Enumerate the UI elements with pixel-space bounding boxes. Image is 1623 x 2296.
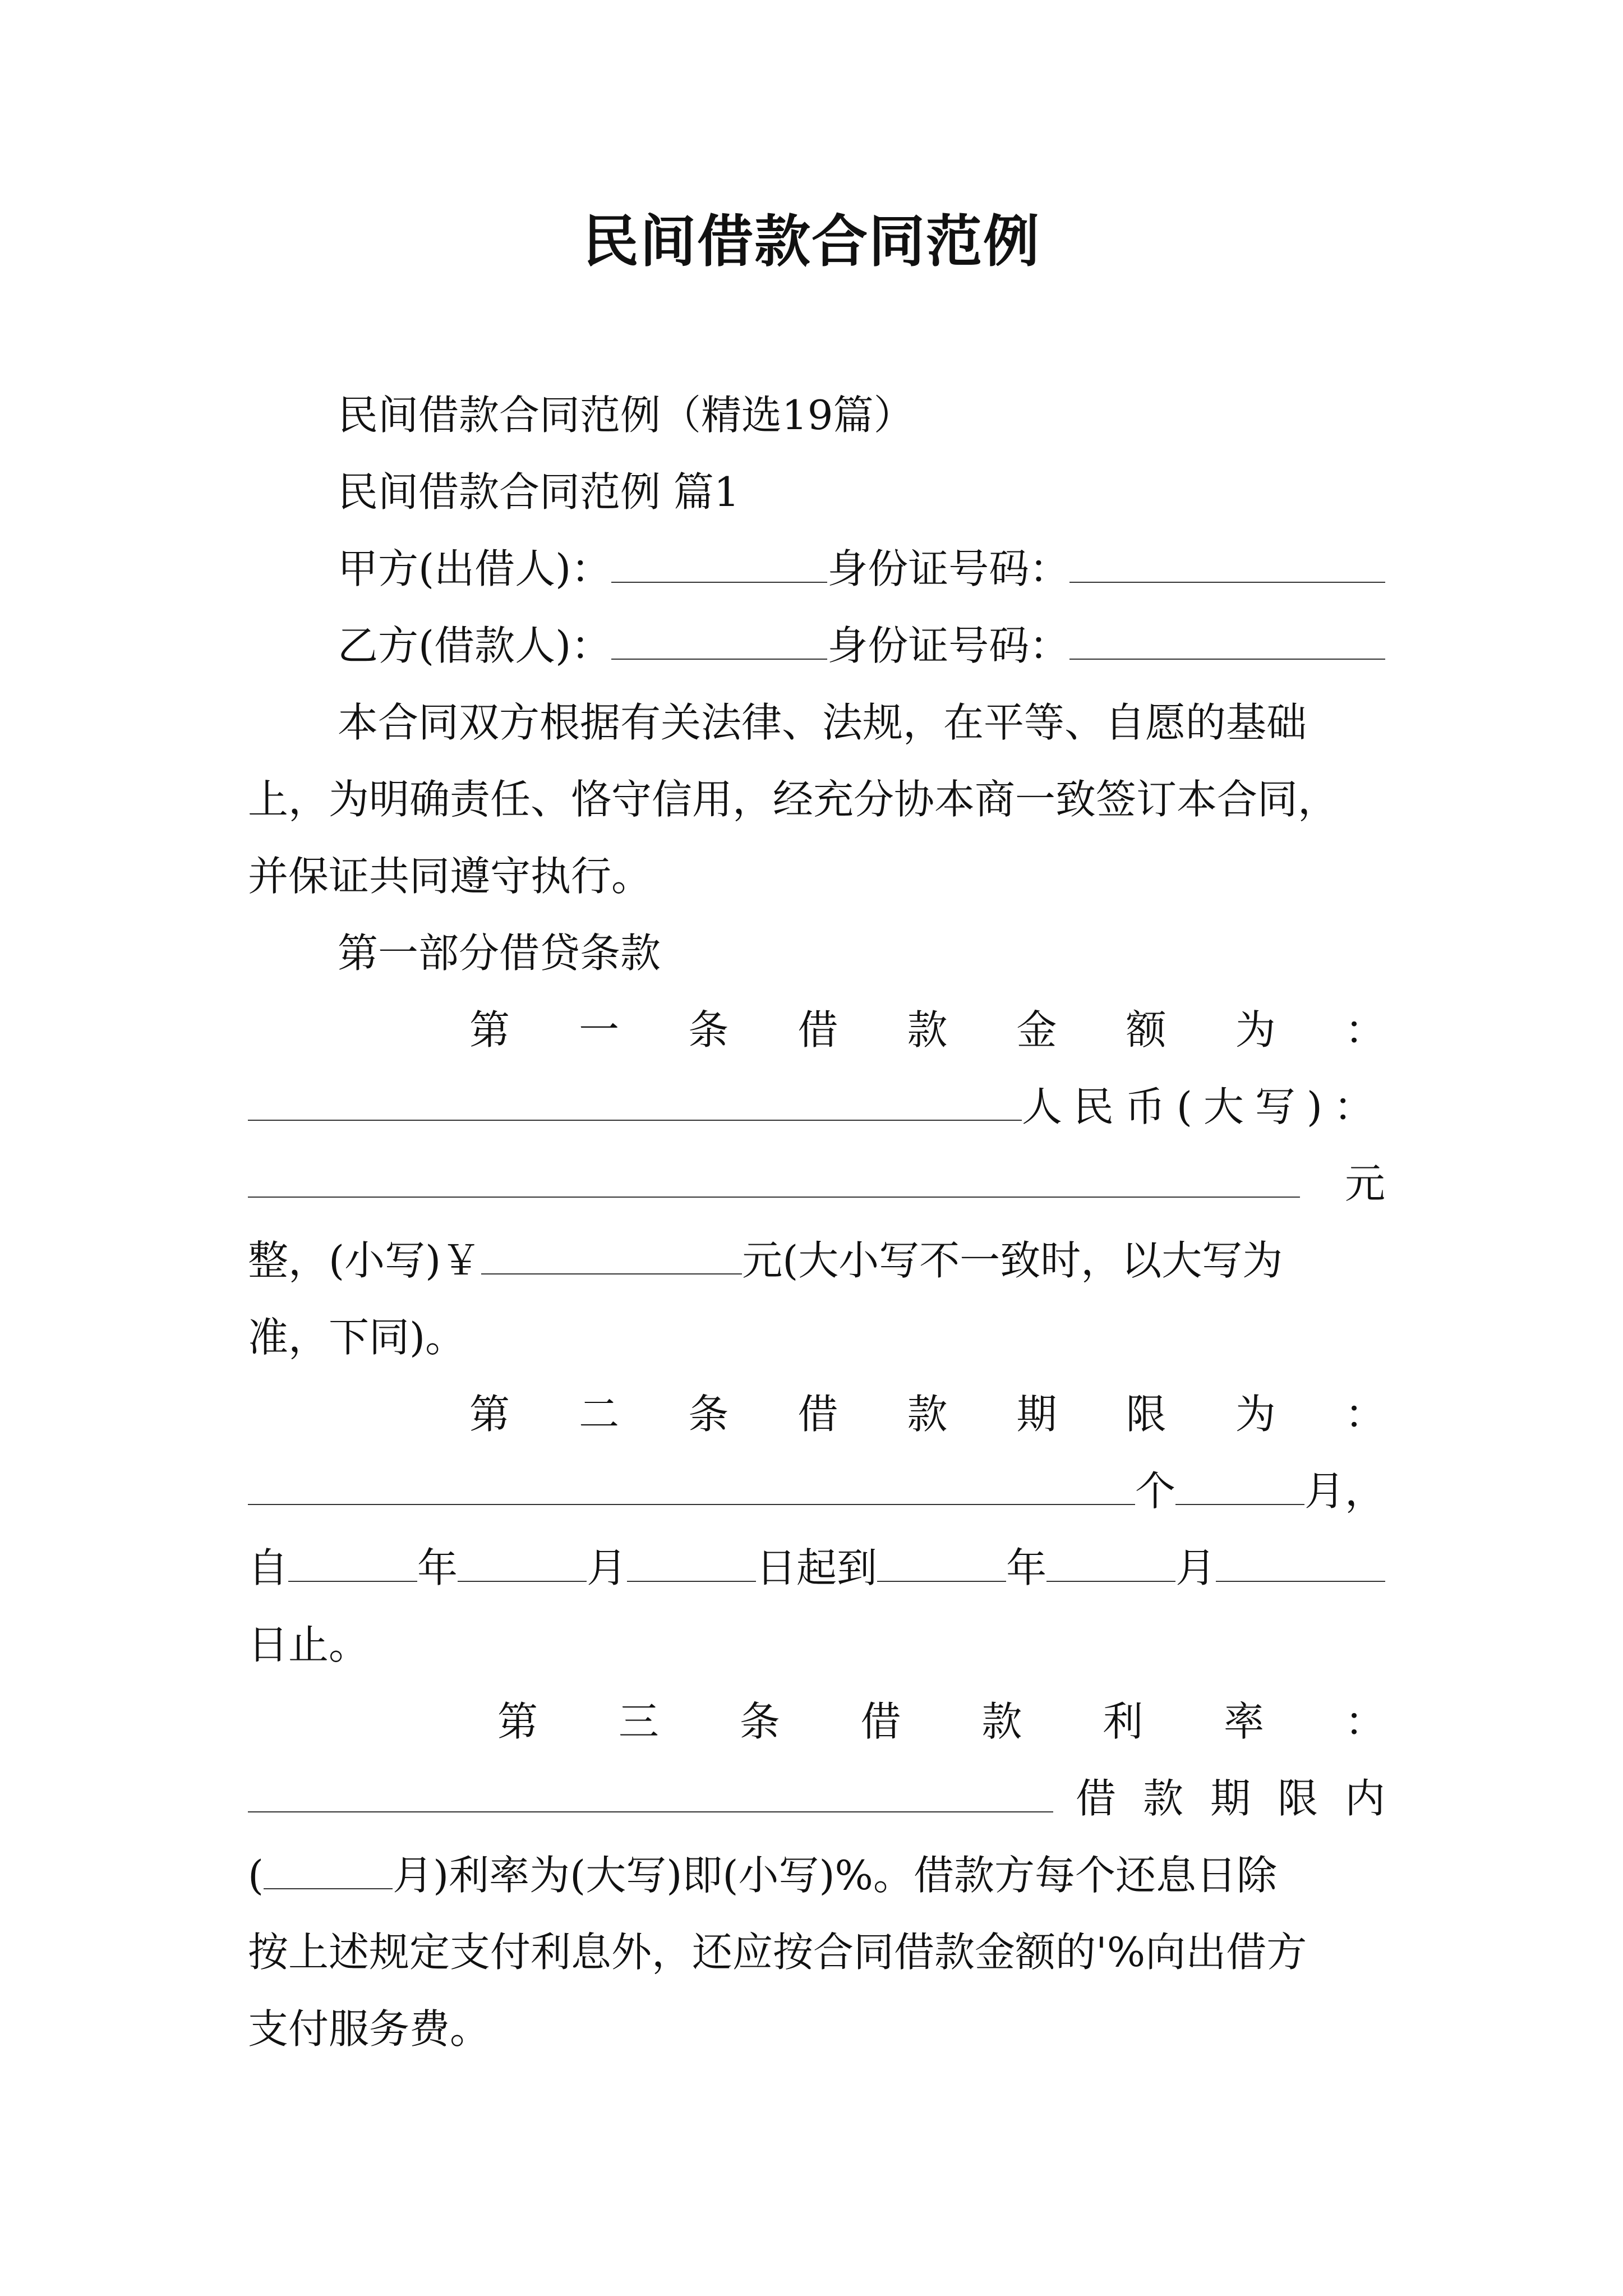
article3-rate-line [248,1837,1385,1914]
article2-char: 为 [1235,1391,1276,1438]
article2-char: 借 [797,1391,838,1438]
article1-char: 条 [688,1006,729,1053]
article3-rate-text: 月)利率为(大写)即(小写)%。借款方每个还息日除 [393,1852,1277,1899]
start-day-blank[interactable] [627,1544,756,1582]
article1-rmb-label: 人民币(大写)： [1021,1083,1385,1130]
intro-line-1: 本合同双方根据有关法律、法规，在平等、自愿的基础 [338,699,1307,746]
article2-yue: 月， [1304,1467,1385,1515]
article2-ri-qi-dao: 日起到 [756,1544,878,1591]
article1-lowercase-line [248,1222,1385,1299]
article1-lowercase-note: 元(大小写不一致时，以大写为 [742,1237,1283,1284]
article1-char: ： [1344,1006,1385,1053]
article3-line-4: 按上述规定支付利息外，还应按合同借款金额的'%向出借方 [248,1929,1307,1976]
article3-char: 条 [739,1698,780,1745]
party-a-line [248,531,1385,608]
article2-months-line [248,1453,1385,1530]
article2-char: 款 [907,1391,948,1438]
article1-char: 为 [1235,1006,1276,1053]
article2-ge: 个 [1135,1467,1175,1515]
article3-rate-blank[interactable] [248,1774,1053,1812]
article2-months-blank[interactable] [1175,1467,1304,1505]
article2-char: 二 [579,1391,620,1438]
article1-rmb-line [248,1069,1385,1145]
article3-char: 款 [981,1698,1022,1745]
article1-char: 金 [1016,1006,1057,1053]
article1-char: 款 [907,1006,948,1053]
article3-char: 率 [1224,1698,1265,1745]
end-year-blank[interactable] [877,1544,1006,1582]
part-one-heading: 第一部分借贷条款 [338,930,661,977]
article1-uppercase-blank[interactable] [248,1159,1300,1198]
article2-period-blank[interactable] [248,1467,1135,1505]
article1-lowercase-label: 整，(小写)￥ [248,1237,482,1284]
party-a-id-label: 身份证号码： [827,545,1070,592]
article2-char: 限 [1126,1391,1166,1438]
document-body [248,377,1412,2068]
party-a-name-blank[interactable] [611,545,827,583]
article3-heading [248,1683,1385,1760]
article2-char: 条 [688,1391,729,1438]
party-b-line [248,608,1385,684]
subtitle: 民间借款合同范例（精选19篇） [338,392,914,439]
article2-char: 期 [1016,1391,1057,1438]
end-month-blank[interactable] [1046,1544,1175,1582]
article1-heading [248,992,1385,1069]
article2-yue2: 月 [1175,1544,1216,1591]
article2-end: 日止。 [248,1621,370,1668]
party-a-id-blank[interactable] [1069,545,1385,583]
start-month-blank[interactable] [458,1544,587,1582]
article1-end: 准，下同)。 [248,1314,466,1361]
start-year-blank[interactable] [288,1544,417,1582]
party-b-id-label: 身份证号码： [827,622,1070,669]
article1-char: 第 [469,1006,510,1053]
party-a-label: 甲方(出借人)： [338,545,612,592]
article1-yuan-line [248,1145,1385,1222]
article2-nian2: 年 [1006,1544,1047,1591]
article2-yue1: 月 [587,1544,628,1591]
article3-term-label: 借款期限内 [1075,1775,1412,1822]
party-b-label: 乙方(借款人)： [338,622,612,669]
article1-char: 额 [1126,1006,1166,1053]
article2-dates-line [248,1530,1385,1607]
article1-lowercase-blank[interactable] [481,1236,742,1274]
article2-char: ： [1344,1391,1385,1438]
article2-char: 第 [469,1391,510,1438]
article1-yuan: 元 [1344,1160,1385,1207]
article1-char: 一 [579,1006,620,1053]
article2-nian1: 年 [417,1544,458,1591]
article3-months-blank[interactable] [264,1851,393,1889]
document-title: 民间借款合同范例 [583,208,1040,274]
intro-line-2: 上，为明确责任、恪守信用，经充分协本商一致签订本合同， [248,776,1339,823]
article2-heading [248,1376,1385,1453]
party-b-id-blank[interactable] [1069,622,1385,660]
party-b-name-blank[interactable] [611,622,827,660]
section-heading: 民间借款合同范例 篇1 [338,468,740,516]
article2-zi: 自 [248,1544,289,1591]
article3-char: 利 [1103,1698,1144,1745]
article3-char: 第 [497,1698,538,1745]
article3-char: ： [1344,1698,1385,1745]
article1-char: 借 [797,1006,838,1053]
article3-char: 三 [618,1698,659,1745]
article3-term-line [248,1760,1412,1837]
article1-amount-blank[interactable] [248,1083,1022,1121]
intro-line-3: 并保证共同遵守执行。 [248,853,652,900]
article3-line-5: 支付服务费。 [248,2005,491,2053]
article3-char: 借 [860,1698,901,1745]
end-day-blank[interactable] [1216,1544,1385,1582]
article3-open-paren: ( [248,1852,264,1899]
